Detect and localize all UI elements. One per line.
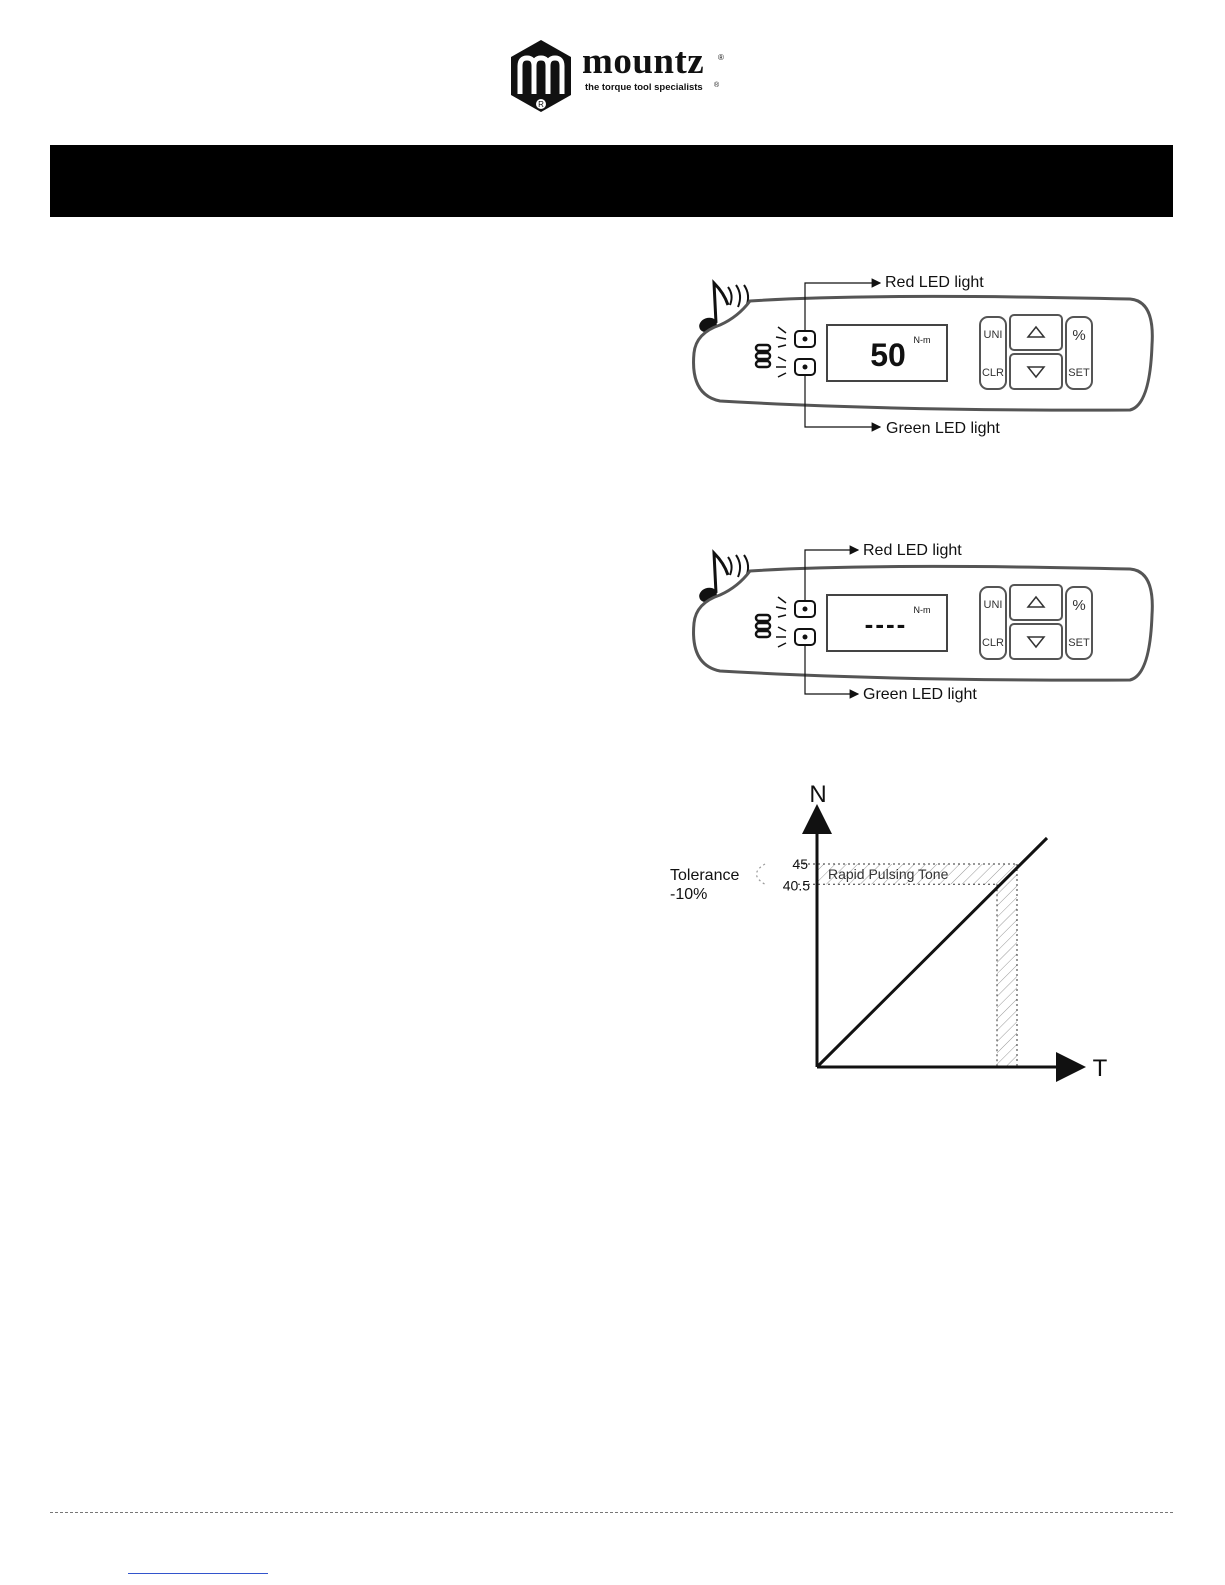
x-axis-label: T xyxy=(1092,1055,1108,1082)
down-button[interactable] xyxy=(1010,624,1062,659)
wrench-display-figure-green xyxy=(690,265,1165,445)
tagline-registered-mark: ® xyxy=(714,82,720,89)
tolerance-label: Tolerance xyxy=(670,867,740,884)
y-axis-label: N xyxy=(809,781,827,808)
tolerance-arc xyxy=(757,864,766,884)
unit-button[interactable] xyxy=(980,317,1006,389)
wrench-display-figure-red xyxy=(690,535,1165,715)
svg-text:R: R xyxy=(538,100,544,109)
svg-text:UNI: UNI xyxy=(983,599,1003,611)
clear-button-label: CLR xyxy=(981,637,1005,649)
mountz-logo-icon xyxy=(508,38,574,114)
footer-dashed-rule xyxy=(50,1512,1173,1513)
set-button-label: SET xyxy=(1068,637,1090,649)
lcd-value: 50 xyxy=(870,337,906,373)
set-button-label: SET xyxy=(1068,367,1090,379)
percent-set-button[interactable] xyxy=(1066,317,1092,389)
unit-button[interactable] xyxy=(980,587,1006,659)
lcd-unit: N-m xyxy=(913,605,931,615)
y-tick-45: 45 xyxy=(792,856,808,872)
svg-text:UNI: UNI xyxy=(983,329,1003,341)
green-led-label: Green LED light xyxy=(863,686,977,703)
up-button[interactable] xyxy=(1010,585,1062,620)
down-button[interactable] xyxy=(1010,354,1062,389)
lcd-unit: N-m xyxy=(913,335,931,345)
lcd-value: ---- xyxy=(864,609,908,639)
clear-button-label: CLR xyxy=(981,367,1005,379)
svg-text:%: % xyxy=(1072,597,1086,614)
brand-tagline: the torque tool specialists xyxy=(585,82,703,93)
torque-tolerance-chart xyxy=(670,780,1130,1100)
brand-name: mountz xyxy=(582,41,705,82)
green-led-label: Green LED light xyxy=(886,420,1000,437)
rapid-tone-column xyxy=(997,884,1017,1067)
y-tick-40-5: 40.5 xyxy=(782,877,810,894)
rapid-pulsing-tone-label: Rapid Pulsing Tone xyxy=(828,866,949,883)
up-button[interactable] xyxy=(1010,315,1062,350)
red-led-label: Red LED light xyxy=(863,542,962,559)
registered-mark: ® xyxy=(718,53,724,62)
svg-text:%: % xyxy=(1072,327,1086,344)
section-title-band xyxy=(50,145,1173,217)
red-led-label: Red LED light xyxy=(885,274,984,291)
percent-set-button[interactable] xyxy=(1066,587,1092,659)
footer-link-underline[interactable] xyxy=(128,1573,268,1574)
tolerance-percent-label: -10% xyxy=(670,886,708,903)
